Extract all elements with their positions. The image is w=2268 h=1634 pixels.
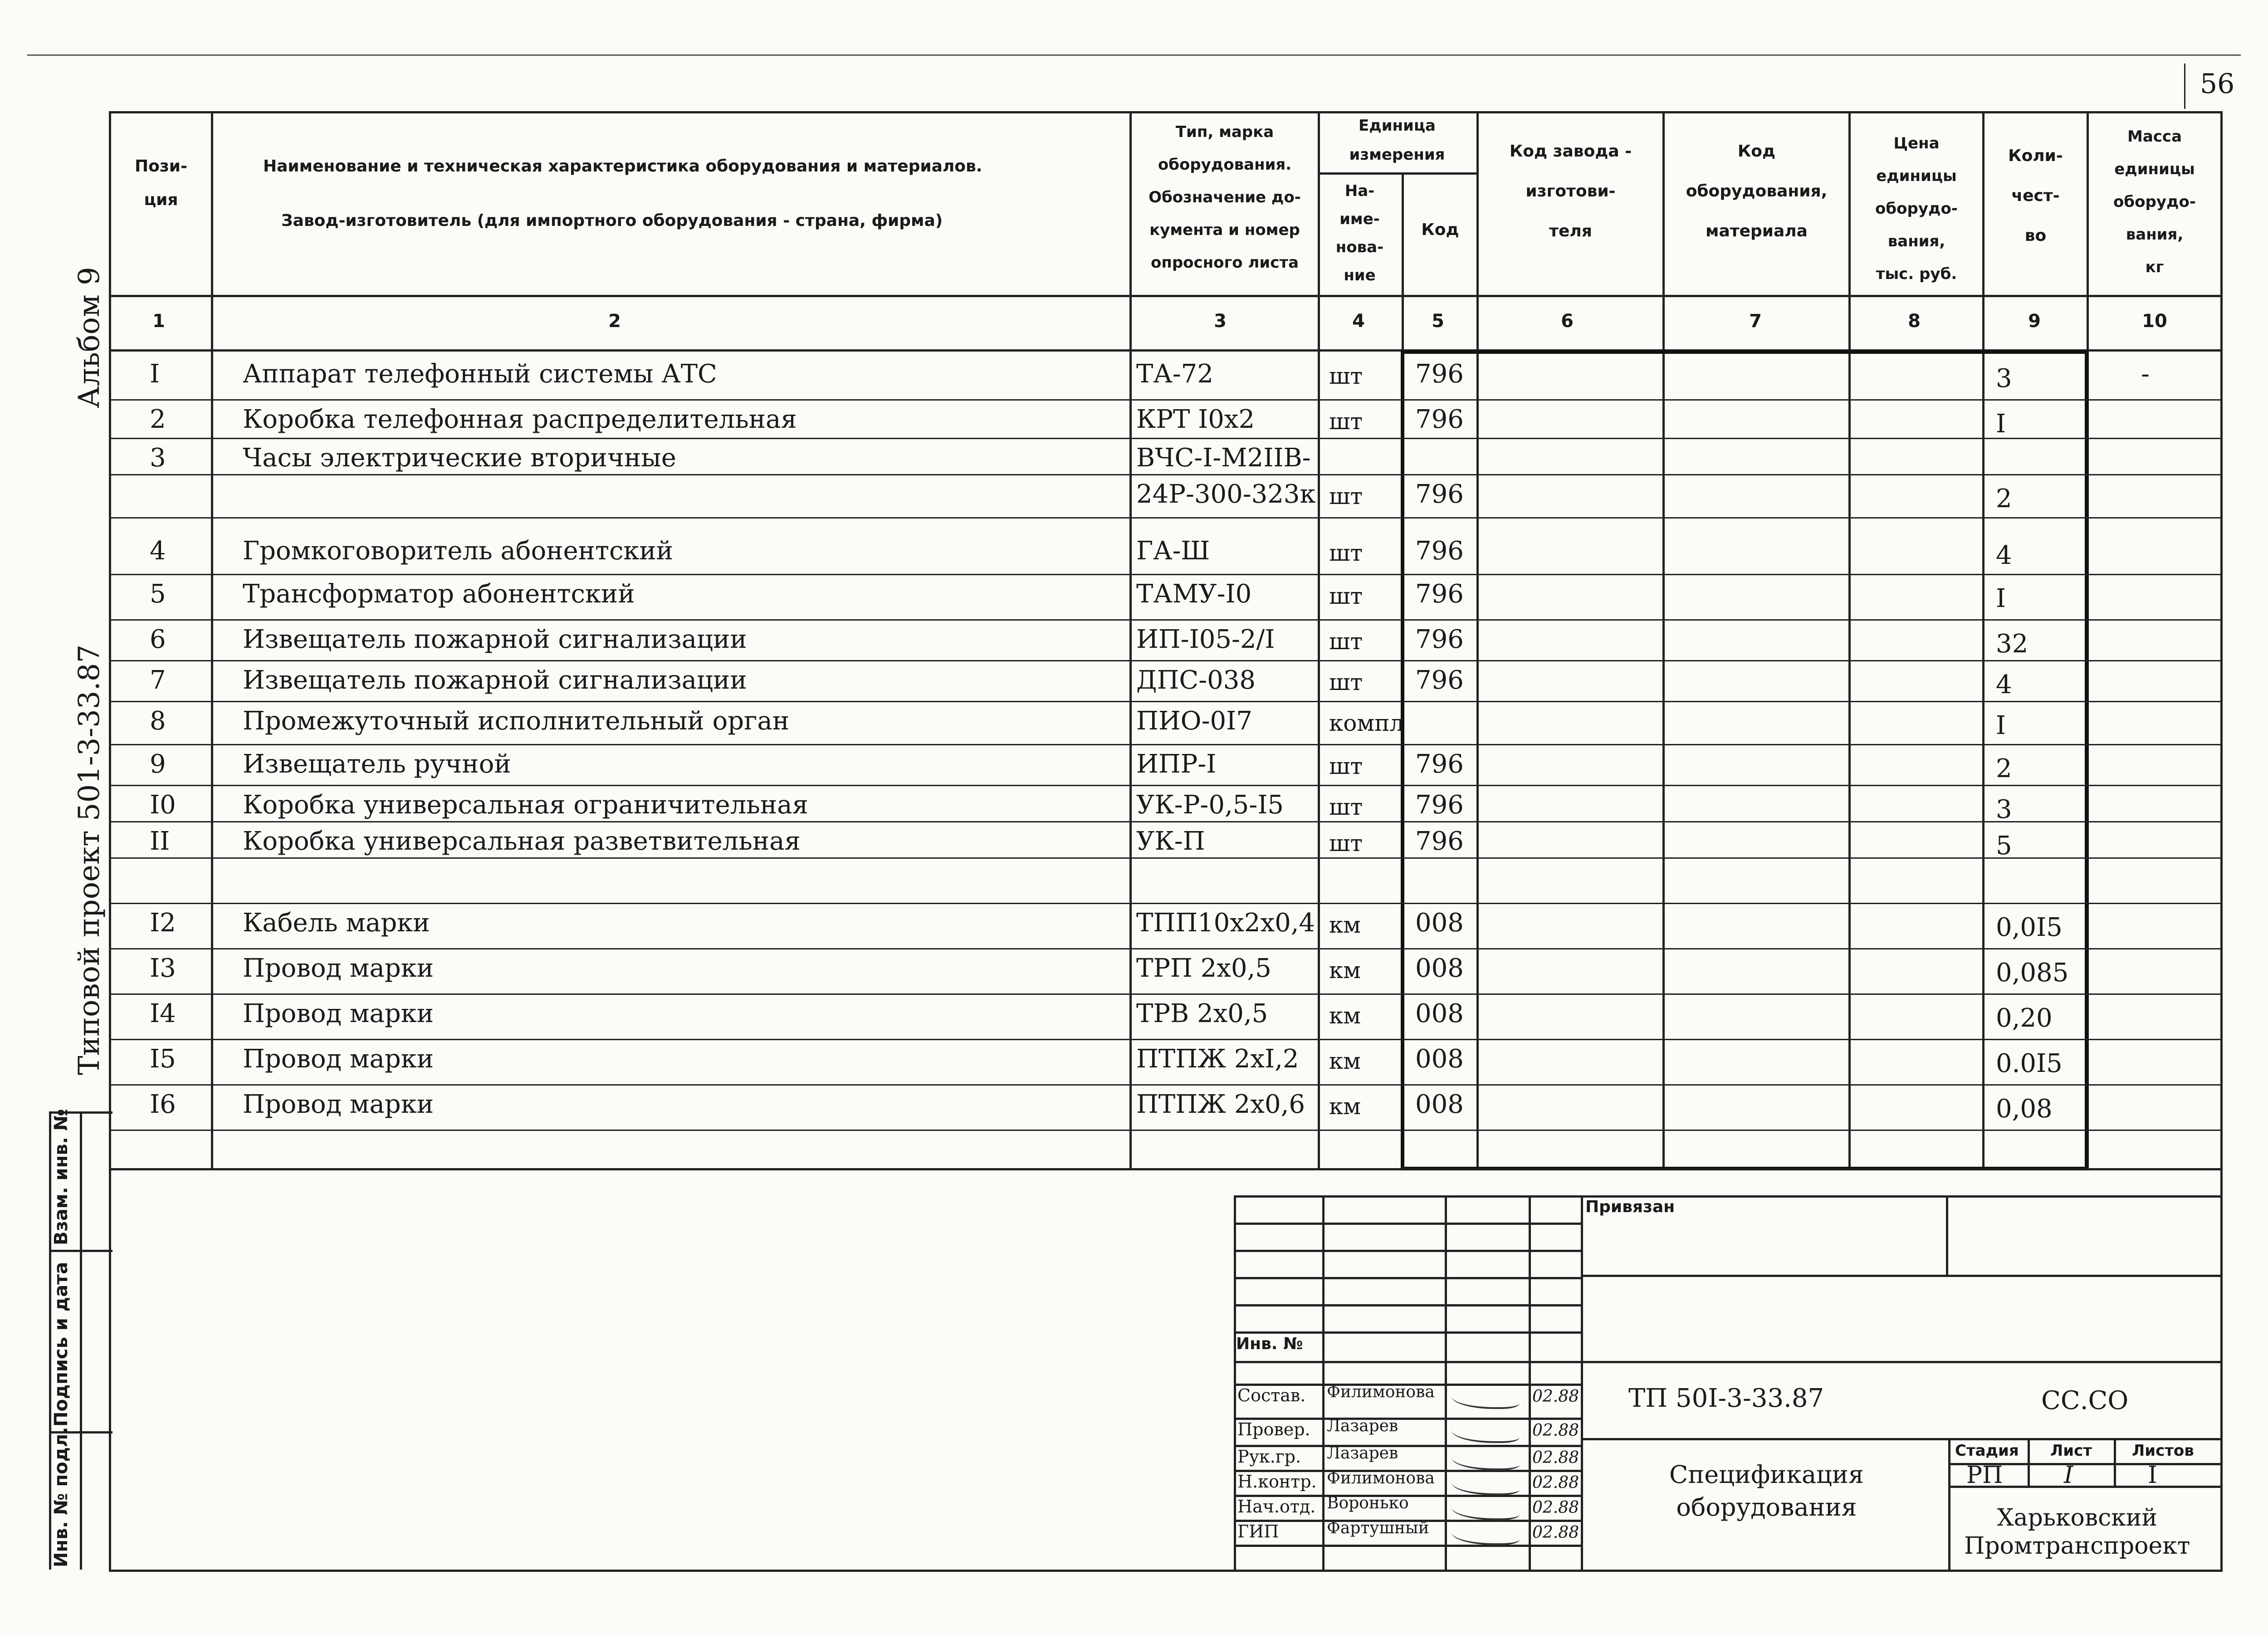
row-quantity: 0,08	[1996, 1094, 2053, 1124]
tb-sheets-label: Листов	[2132, 1442, 2194, 1460]
colnum-1: 1	[152, 311, 165, 332]
row-line	[109, 821, 2223, 822]
row-name: Извещатель ручной	[243, 749, 511, 779]
row-line	[109, 701, 2223, 702]
side-inv-vzam: Взам. инв. №	[51, 1109, 72, 1245]
frame-bottom	[109, 1570, 2223, 1572]
header-num-top	[109, 295, 2223, 297]
row-position: I2	[150, 908, 176, 938]
row-name: Промежуточный исполнительный орган	[243, 706, 790, 736]
tb-stage-label: Стадия	[1955, 1442, 2019, 1460]
tb-grid-h1	[1234, 1223, 1581, 1225]
tb-doc-code: ТП 50I-3-33.87	[1628, 1384, 1824, 1413]
hdr-mass: Масса единицы оборудо- вания, кг	[2113, 127, 2196, 276]
row-line	[109, 744, 2223, 745]
tb-privyazan-label: Привязан	[1585, 1198, 1675, 1216]
hdr-price: Цена единицы оборудо- вания, тыс. руб.	[1875, 134, 1958, 283]
row-unit: шт	[1329, 363, 1363, 389]
row-type: ДПС-038	[1136, 665, 1256, 695]
row-position: I5	[150, 1044, 176, 1074]
colnum-2: 2	[608, 311, 621, 332]
row-type: ТАМУ-I0	[1136, 579, 1252, 609]
tb-sheet: I	[2064, 1462, 2073, 1489]
colnum-4: 4	[1352, 311, 1365, 332]
hdr-pos: Пози- ция	[135, 157, 187, 209]
row-unit-code: 796	[1415, 405, 1464, 434]
row-unit-code: 796	[1415, 579, 1464, 609]
row-type: ТРП 2х0,5	[1136, 954, 1271, 983]
side-strip-inner	[80, 1111, 82, 1570]
row-unit: км	[1329, 912, 1361, 938]
row-unit-code: 008	[1415, 908, 1464, 938]
tb-grid-h13	[1234, 1545, 1581, 1547]
staff-role: ГИП	[1237, 1521, 1279, 1541]
tb-code-bottom	[1581, 1438, 2223, 1440]
row-type: ТРВ 2х0,5	[1136, 999, 1268, 1028]
row-unit-code: 008	[1415, 999, 1464, 1028]
row-quantity: 4	[1996, 541, 2012, 570]
row-line	[109, 619, 2223, 621]
staff-date: 02.88	[1532, 1473, 1579, 1492]
staff-role: Провер.	[1237, 1419, 1310, 1439]
row-quantity: 3	[1996, 364, 2012, 393]
row-line	[109, 438, 2223, 439]
row-name: Кабель марки	[243, 908, 430, 938]
row-unit-code: 008	[1415, 1044, 1464, 1074]
row-unit: км	[1329, 957, 1361, 983]
hdr-unit-code: Код	[1421, 220, 1459, 239]
row-unit-code: 796	[1415, 479, 1464, 509]
tb-grid-h6	[1234, 1361, 1581, 1363]
side-album: Альбом 9	[73, 267, 106, 408]
tb-stage: РП	[1966, 1462, 2003, 1489]
row-line	[109, 517, 2223, 519]
row-position: 9	[150, 749, 166, 779]
row-unit-code: 796	[1415, 827, 1464, 856]
colnum-10: 10	[2142, 311, 2167, 332]
row-position: I4	[150, 999, 176, 1028]
tb-grid-h4	[1234, 1304, 1581, 1306]
signature	[1452, 1475, 1520, 1495]
row-line	[109, 903, 2223, 904]
frame-left	[109, 111, 111, 1570]
tb-sheets: I	[2148, 1462, 2157, 1489]
tb-org: Харьковский Промтранспроект	[1964, 1504, 2190, 1560]
row-unit: км	[1329, 1003, 1361, 1029]
row-line	[109, 993, 2223, 995]
signature	[1452, 1500, 1520, 1520]
row-unit-code: 796	[1415, 536, 1464, 566]
staff-date: 02.88	[1532, 1448, 1579, 1467]
row-line	[109, 474, 2223, 475]
hdr-type: Тип, марка оборудования. Обозначение до- кумента и номер опросного листа	[1149, 123, 1301, 272]
row-type: ПТПЖ 2х0,6	[1136, 1090, 1305, 1119]
signature	[1452, 1389, 1520, 1409]
hdr-factory-code: Код завода - изготови- теля	[1509, 142, 1632, 240]
hdr-unit: Единица измерения	[1349, 117, 1445, 164]
thick-block-right	[2085, 350, 2088, 1169]
row-quantity: 2	[1996, 484, 2012, 514]
side-inv-podl: Инв. № подл.	[51, 1427, 72, 1567]
row-line	[109, 574, 2223, 575]
row-quantity: 2	[1996, 754, 2012, 783]
row-type: УК-Р-0,5-I5	[1136, 790, 1284, 820]
side-project: Типовой проект 501-3-33.87	[73, 644, 106, 1075]
row-line	[109, 399, 2223, 401]
colnum-8: 8	[1908, 311, 1921, 332]
staff-name: Фартушный	[1327, 1519, 1429, 1537]
row-position: 5	[150, 579, 166, 609]
row-quantity: I	[1996, 711, 2006, 740]
tb-grid-h3	[1234, 1277, 1581, 1279]
row-name: Извещатель пожарной сигнализации	[243, 625, 747, 654]
colnum-3: 3	[1214, 311, 1227, 332]
row-line	[109, 1084, 2223, 1086]
row-quantity: I	[1996, 584, 2006, 613]
row-position: I	[150, 359, 160, 389]
row-unit: шт	[1329, 794, 1363, 820]
row-unit-code: 796	[1415, 359, 1464, 389]
row-quantity: I	[1996, 409, 2006, 439]
row-line	[109, 948, 2223, 949]
row-unit-code: 796	[1415, 665, 1464, 695]
row-type: ИП-I05-2/I	[1136, 625, 1275, 654]
row-unit-code: 008	[1415, 1090, 1464, 1119]
row-unit: шт	[1329, 483, 1363, 509]
row-name: Аппарат телефонный системы АТС	[243, 359, 717, 389]
row-position: I6	[150, 1090, 176, 1119]
colnum-7: 7	[1749, 311, 1762, 332]
row-name: Трансформатор абонентский	[243, 579, 635, 609]
staff-role: Нач.отд.	[1237, 1497, 1316, 1517]
staff-role: Н.контр.	[1237, 1472, 1317, 1492]
hdr-unit-name: На- име- нова- ние	[1335, 182, 1384, 284]
staff-role: Рук.гр.	[1237, 1447, 1301, 1467]
side-strip-div1	[49, 1250, 112, 1252]
col-line-8	[1982, 111, 1984, 1168]
staff-date: 02.88	[1532, 1523, 1579, 1542]
row-type: КРТ I0х2	[1136, 405, 1255, 434]
row-position: 6	[150, 625, 166, 654]
row-unit: км	[1329, 1093, 1361, 1120]
row-position: 8	[150, 706, 166, 736]
tb-sheet-label: Лист	[2050, 1442, 2092, 1460]
top-rule	[27, 54, 2241, 56]
row-unit: шт	[1329, 628, 1363, 655]
row-position: 3	[150, 443, 166, 473]
tb-grid-h2	[1234, 1250, 1581, 1252]
tb-code-top	[1581, 1361, 2223, 1363]
row-quantity: 0.0I5	[1996, 1049, 2063, 1078]
hdr-qty: Коли- чест- во	[2008, 147, 2063, 245]
row-type: ИПР-I	[1136, 749, 1217, 779]
row-type: ТПП10х2х0,4	[1136, 908, 1315, 938]
row-line	[109, 857, 2223, 859]
row-quantity: 32	[1996, 629, 2028, 659]
row-unit: шт	[1329, 830, 1363, 856]
page-number: 56	[2200, 68, 2235, 100]
tb-title: Спецификация оборудования	[1669, 1460, 1864, 1521]
tb-stage-div2	[2114, 1438, 2116, 1486]
row-name: Провод марки	[243, 999, 434, 1028]
row-unit: компл	[1329, 710, 1404, 736]
row-unit-code: 796	[1415, 625, 1464, 654]
tb-sheet-code: СС.СО	[2041, 1386, 2129, 1415]
colnum-5: 5	[1432, 311, 1444, 332]
row-type: 24Р-300-323к	[1136, 479, 1316, 509]
row-position: I0	[150, 790, 176, 820]
col-line-6	[1662, 111, 1665, 1168]
thick-block-top	[1401, 350, 2086, 354]
row-quantity: 4	[1996, 670, 2012, 700]
row-name: Провод марки	[243, 954, 434, 983]
signature	[1452, 1450, 1520, 1470]
frame-top	[109, 111, 2223, 113]
row-type: ВЧС-I-М2IIВ-	[1136, 443, 1311, 473]
row-type: ПТПЖ 2хI,2	[1136, 1044, 1299, 1074]
frame-right	[2220, 111, 2223, 1570]
staff-name: Лазарев	[1327, 1417, 1398, 1435]
row-unit-code: 796	[1415, 790, 1464, 820]
row-unit: шт	[1329, 669, 1363, 695]
row-type: ТА-72	[1136, 359, 1213, 389]
row-line	[109, 1039, 2223, 1040]
row-quantity: 0,20	[1996, 1003, 2053, 1033]
staff-date: 02.88	[1532, 1421, 1579, 1440]
row-name: Громкоговоритель абонентский	[243, 536, 673, 566]
col-line-1	[211, 111, 213, 1168]
page-number-divider	[2184, 64, 2185, 109]
row-mass: -	[2141, 359, 2150, 389]
staff-name: Филимонова	[1327, 1383, 1435, 1401]
tb-inv-label: Инв. №	[1236, 1335, 1303, 1353]
row-unit: шт	[1329, 753, 1363, 779]
row-name: Извещатель пожарной сигнализации	[243, 665, 747, 695]
tb-grid-v4	[1581, 1195, 1583, 1570]
colnum-6: 6	[1561, 311, 1574, 332]
row-line	[109, 785, 2223, 786]
row-name: Провод марки	[243, 1090, 434, 1119]
side-sign-date: Подпись и дата	[51, 1262, 72, 1427]
row-name: Коробка телефонная распределительная	[243, 405, 797, 434]
tb-right-div	[1948, 1438, 1950, 1570]
row-line	[109, 1168, 2223, 1169]
row-name: Коробка универсальная разветвительная	[243, 827, 801, 856]
signature	[1452, 1423, 1520, 1443]
row-position: I3	[150, 954, 176, 983]
hdr-name-a: Наименование и техническая характеристика оборудования и материалов.	[263, 157, 982, 176]
row-unit: шт	[1329, 408, 1363, 435]
staff-date: 02.88	[1532, 1387, 1579, 1406]
colnum-9: 9	[2028, 311, 2041, 332]
row-quantity: 5	[1996, 831, 2012, 861]
signature	[1452, 1525, 1520, 1545]
col-line-5	[1476, 111, 1479, 1168]
staff-name: Лазарев	[1327, 1444, 1398, 1463]
row-unit-code: 008	[1415, 954, 1464, 983]
row-position: 2	[150, 405, 166, 434]
row-unit: шт	[1329, 540, 1363, 566]
hdr-name-b: Завод-изготовитель (для импортного оборудования - страна, фирма)	[281, 211, 943, 230]
hdr-equipment-code: Код оборудования, материала	[1686, 142, 1828, 240]
row-name: Провод марки	[243, 1044, 434, 1074]
unit-sub-line	[1318, 172, 1476, 175]
row-position: II	[150, 827, 170, 856]
row-type: УК-П	[1136, 827, 1205, 856]
staff-role: Состав.	[1237, 1385, 1306, 1405]
staff-date: 02.88	[1532, 1498, 1579, 1517]
staff-name: Филимонова	[1327, 1469, 1435, 1487]
row-unit: шт	[1329, 583, 1363, 609]
row-position: 4	[150, 536, 166, 566]
row-type: ПИО-0I7	[1136, 706, 1252, 736]
tb-privyazan-bottom	[1581, 1275, 2223, 1277]
tb-top	[1234, 1195, 2223, 1198]
row-quantity: 3	[1996, 795, 2012, 824]
row-name: Часы электрические вторичные	[243, 443, 676, 473]
row-quantity: 0,0I5	[1996, 913, 2063, 942]
row-line	[109, 1130, 2223, 1131]
row-type: ГА-Ш	[1136, 536, 1210, 566]
tb-stage-div1	[2028, 1438, 2030, 1486]
tb-privyazan-div	[1946, 1195, 1948, 1275]
row-unit: км	[1329, 1048, 1361, 1074]
row-quantity: 0,085	[1996, 958, 2069, 988]
row-unit-code: 796	[1415, 749, 1464, 779]
thick-block-left	[1401, 350, 1404, 1169]
row-position: 7	[150, 665, 166, 695]
staff-name: Воронько	[1327, 1494, 1409, 1512]
row-line	[109, 660, 2223, 661]
row-name: Коробка универсальная ограничительная	[243, 790, 808, 820]
tb-grid-h5	[1234, 1331, 1581, 1334]
